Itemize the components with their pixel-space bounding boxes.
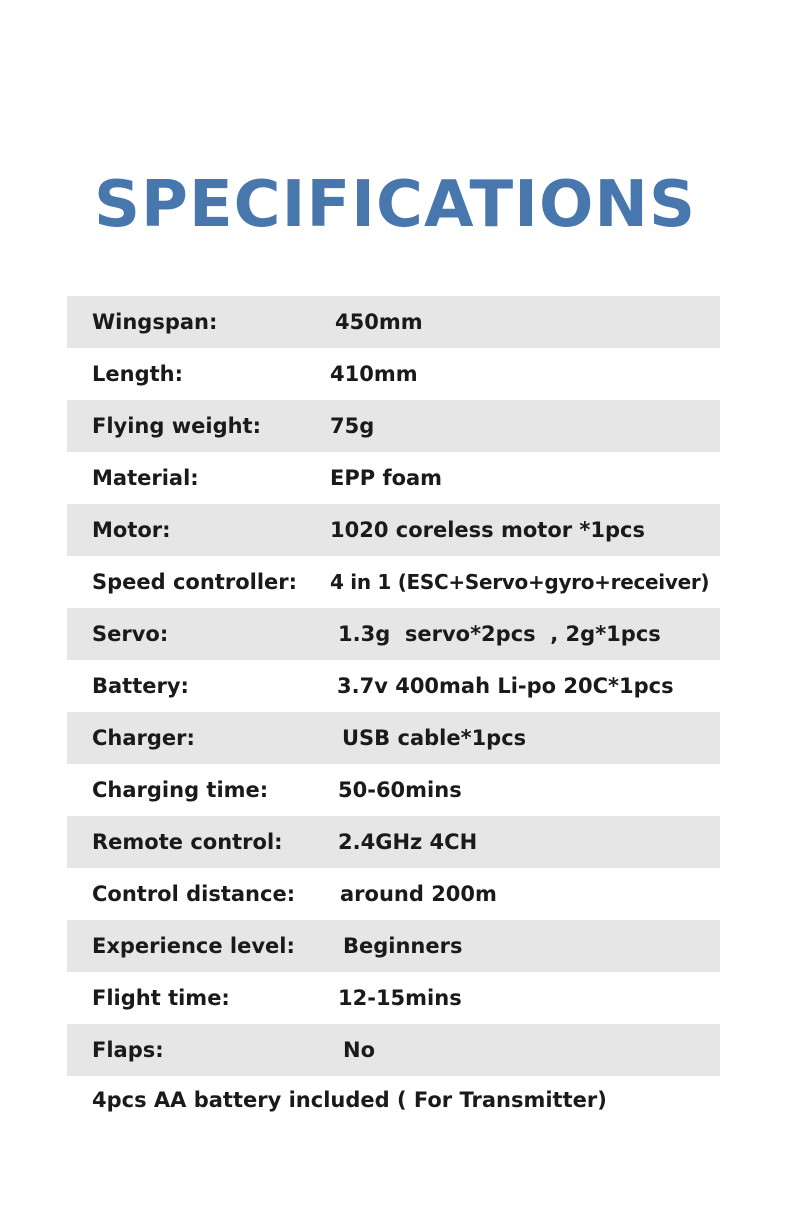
spec-label: Speed controller: xyxy=(92,570,298,594)
spec-label: Charging time: xyxy=(92,778,269,802)
spec-row-motor xyxy=(67,504,720,556)
spec-row-experience-level xyxy=(67,920,720,972)
spec-table xyxy=(67,296,720,1076)
spec-value: 1.3g servo*2pcs , 2g*1pcs xyxy=(338,622,661,646)
spec-value: Beginners xyxy=(343,934,463,958)
spec-row-flight-time xyxy=(67,972,720,1024)
spec-row-remote-control xyxy=(67,816,720,868)
spec-value: 1020 coreless motor *1pcs xyxy=(330,518,645,542)
spec-value: 3.7v 400mah Li-po 20C*1pcs xyxy=(337,674,674,698)
spec-row-servo xyxy=(67,608,720,660)
spec-label: Motor: xyxy=(92,518,171,542)
spec-value: No xyxy=(343,1038,376,1062)
spec-row-speed-controller xyxy=(67,556,720,608)
spec-row-length xyxy=(67,348,720,400)
spec-label: Remote control: xyxy=(92,830,283,854)
spec-row-charging-time xyxy=(67,764,720,816)
spec-row-charger xyxy=(67,712,720,764)
spec-value: 4 in 1 (ESC+Servo+gyro+receiver) xyxy=(330,570,710,594)
spec-label: Control distance: xyxy=(92,882,296,906)
spec-value: around 200m xyxy=(340,882,497,906)
spec-value: 50-60mins xyxy=(338,778,462,802)
spec-label: Wingspan: xyxy=(92,310,218,334)
spec-row-flying-weight xyxy=(67,400,720,452)
spec-label: Flight time: xyxy=(92,986,230,1010)
spec-label: Charger: xyxy=(92,726,195,750)
spec-label: Length: xyxy=(92,362,183,386)
spec-label: Material: xyxy=(92,466,199,490)
spec-row-battery xyxy=(67,660,720,712)
footer-note: 4pcs AA battery included ( For Transmitter) xyxy=(92,1088,607,1112)
spec-label: Servo: xyxy=(92,622,169,646)
spec-value: 75g xyxy=(330,414,375,438)
spec-value: 2.4GHz 4CH xyxy=(338,830,478,854)
spec-label: Flying weight: xyxy=(92,414,261,438)
spec-row-wingspan xyxy=(67,296,720,348)
spec-row-control-distance xyxy=(67,868,720,920)
page-title: SPECIFICATIONS xyxy=(93,168,697,242)
spec-label: Flaps: xyxy=(92,1038,164,1062)
spec-value: 450mm xyxy=(335,310,423,334)
spec-label: Experience level: xyxy=(92,934,295,958)
spec-row-flaps xyxy=(67,1024,720,1076)
spec-value: 12-15mins xyxy=(338,986,462,1010)
spec-value: USB cable*1pcs xyxy=(342,726,527,750)
spec-label: Battery: xyxy=(92,674,189,698)
spec-value: 410mm xyxy=(330,362,418,386)
spec-row-material xyxy=(67,452,720,504)
spec-value: EPP foam xyxy=(330,466,443,490)
